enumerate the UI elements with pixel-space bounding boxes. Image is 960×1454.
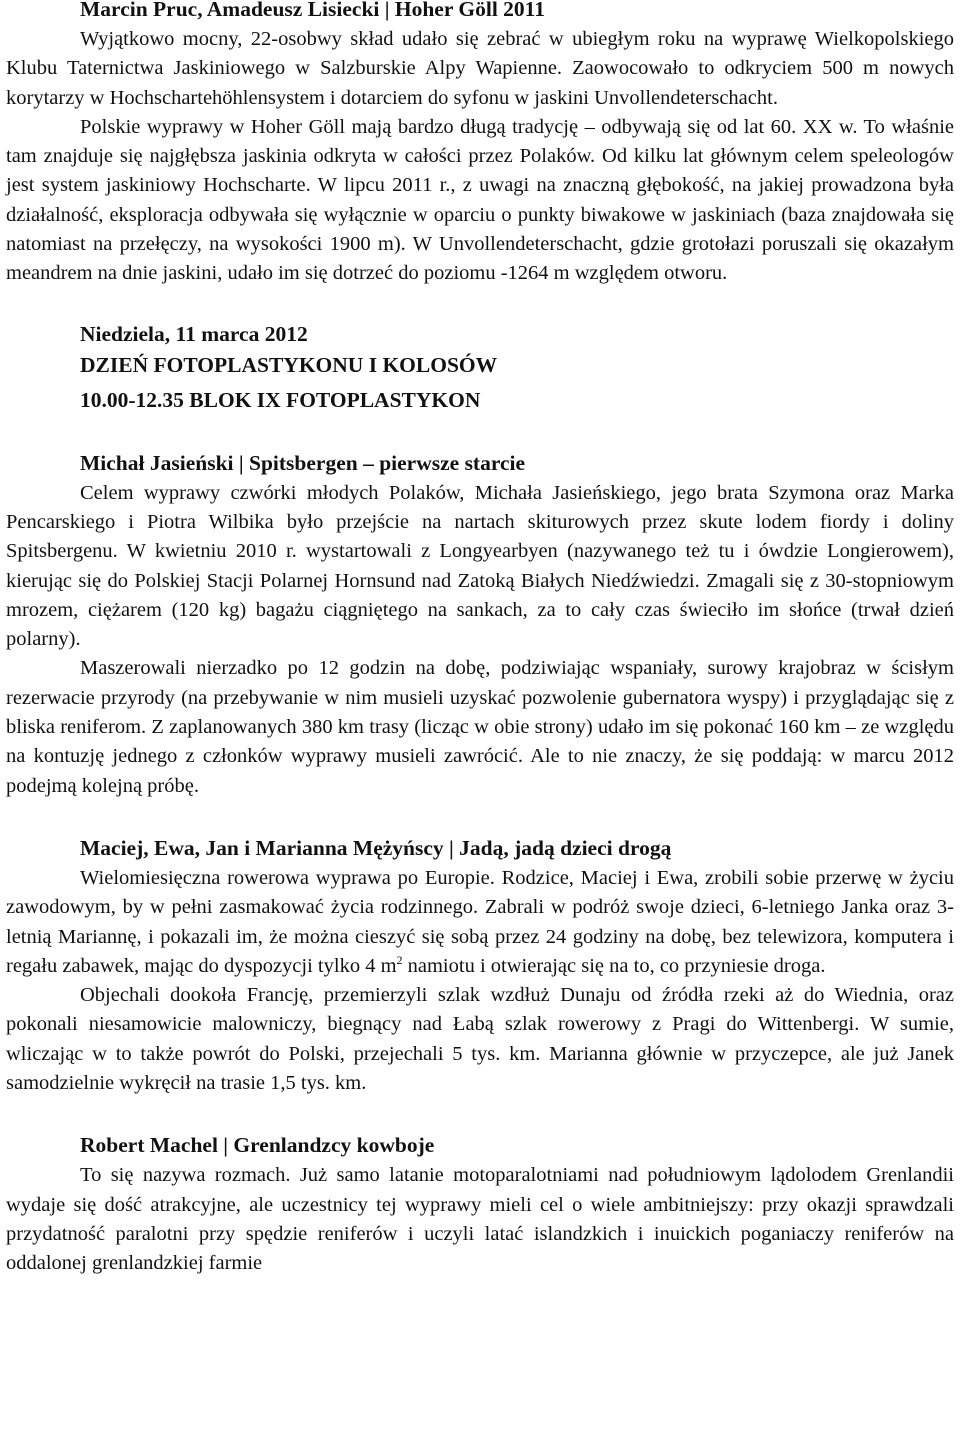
paragraph bbox=[6, 981, 954, 1098]
talk-heading-machel: Robert Machel | Grenlandzcy kowboje bbox=[80, 1133, 435, 1158]
block-title: 10.00-12.35 BLOK IX FOTOPLASTYKON bbox=[80, 387, 481, 412]
day-date: Niedziela, 11 marca 2012 bbox=[80, 321, 308, 346]
paragraph-text: Celem wyprawy czwórki młodych Polaków, Michała Jasieńskiego, jego brata Szymona oraz Marka Pencarskiego i Piotra Wilbika było przejście na nartach skiturowych przez skute lodem fiordy i doliny Spitsbergenu. W kwietniu 2010 r. wystartowali z Longyearbyen (nazywanego też tu i ówdzie Longierowem), kierując się do Polskiej Stacji Polarnej Hornsund nad Zatoką Białych Niedźwiedzi. Zmagali się z 30-stopniowym mrozem, ciężarem (120 kg) bagażu ciągniętego na sankach, za to cały czas świeciło im słońce (trwał dzień polarny). bbox=[6, 481, 954, 651]
paragraph-text: Wyjątkowo mocny, 22-osobwy skład udało się zebrać w ubiegłym roku na wyprawę Wielkopolskiego Klubu Taternictwa Jaskiniowego w Salzburskie Alpy Wapienne. Zaowocowało to odkryciem 500 m nowych korytarzy w Hochschartehöhlensystem i dotarciem do syfonu w jaskini Unvollendeterschacht. bbox=[6, 28, 954, 109]
paragraph-text: Wielomiesięczna rowerowa wyprawa po Europie. Rodzice, Maciej i Ewa, zrobili sobie przerwę w życiu zawodowym, by w pełni zasmakować życia rodzinnego. Zabrali w podróż swoje dzieci, 6-letniego Janka oraz 3-letnią Mariannę, i pokazali im, że można cieszyć się sobą przez 24 godziny na dobę, bez telewizora, komputera i regału zabawek, mając do dyspozycji tylko 4 m bbox=[6, 866, 954, 977]
paragraph bbox=[6, 654, 954, 800]
paragraph bbox=[6, 1161, 954, 1278]
talk-heading-jasienski: Michał Jasieński | Spitsbergen – pierwsze starcie bbox=[80, 450, 526, 475]
talk-heading-mezynscy: Maciej, Ewa, Jan i Marianna Mężyńscy | Jadą, jadą dzieci drogą bbox=[80, 835, 672, 860]
paragraph bbox=[6, 864, 954, 981]
paragraph-text: Maszerowali nierzadko po 12 godzin na dobę, podziwiając wspaniały, surowy krajobraz w ścisłym rezerwacie przyrody (na przebywanie w nim musieli uzyskać pozwolenie gubernatora wyspy) i przyglądając się z bliska reniferom. Z zaplanowanych 380 km trasy (licząc w obie strony) udało im się pokonać 160 km – ze względu na kontuzję jednego z członków wyprawy musieli zawrócić. Ale to nie znaczy, że się poddają: w marcu 2012 podejmą kolejną próbę. bbox=[6, 657, 954, 797]
paragraph-text: Objechali dookoła Francję, przemierzyli szlak wzdłuż Dunaju od źródła rzeki aż do Wiednia, oraz pokonali niesamowicie malowniczy, biegnący nad Łabą szlak rowerowy z Pragi do Wittenbergi. W sumie, wliczając w to także powrót do Polski, przejechali 5 tys. km. Marianna głównie w przyczepce, ale już Janek samodzielnie wykręcił na trasie 1,5 tys. km. bbox=[6, 984, 954, 1095]
paragraph bbox=[6, 113, 954, 289]
paragraph-text: Polskie wyprawy w Hoher Göll mają bardzo długą tradycję – odbywają się od lat 60. XX w. To właśnie tam znajduje się najgłębsza jaskinia odkryta w całości przez Polaków. Od kilku lat głównym celem speleologów jest system jaskiniowy Hochscharte. W lipcu 2011 r., z uwagi na znaczną głębokość, na jakiej prowadzona była działalność, eksploracja odbywała się wyłącznie w oparciu o punkty biwakowe w jaskiniach (baza znajdowała się natomiast na przełęczy, na wysokości 1900 m). W Unvollendeterschacht, gdzie grotołazi poruszali się okazałym meandrem na dnie jaskini, udało im się dotrzeć do poziomu -1264 m względem otworu. bbox=[6, 115, 954, 285]
day-title: DZIEŃ FOTOPLASTYKONU I KOLOSÓW bbox=[80, 352, 498, 377]
paragraph-text: namiotu i otwierając się na to, co przyniesie droga. bbox=[402, 954, 826, 977]
paragraph-text: To się nazywa rozmach. Już samo latanie motoparalotniami nad południowym lądolodem Grenlandii wydaje się dość atrakcyjne, ale uczestnicy tej wyprawy mieli cel o wiele ambitniejszy: przy okazji sprawdzali przydatność paralotni przy spędzie reniferów i uczyli latać islandzkich i inuickich poganiaczy reniferów na oddalonej grenlandzkiej farmie bbox=[6, 1164, 954, 1275]
paragraph bbox=[6, 479, 954, 655]
paragraph bbox=[6, 25, 954, 113]
section-heading-hoher-goll: Marcin Pruc, Amadeusz Lisiecki | Hoher Göll 2011 bbox=[80, 0, 545, 21]
superscript: 2 bbox=[396, 953, 403, 967]
